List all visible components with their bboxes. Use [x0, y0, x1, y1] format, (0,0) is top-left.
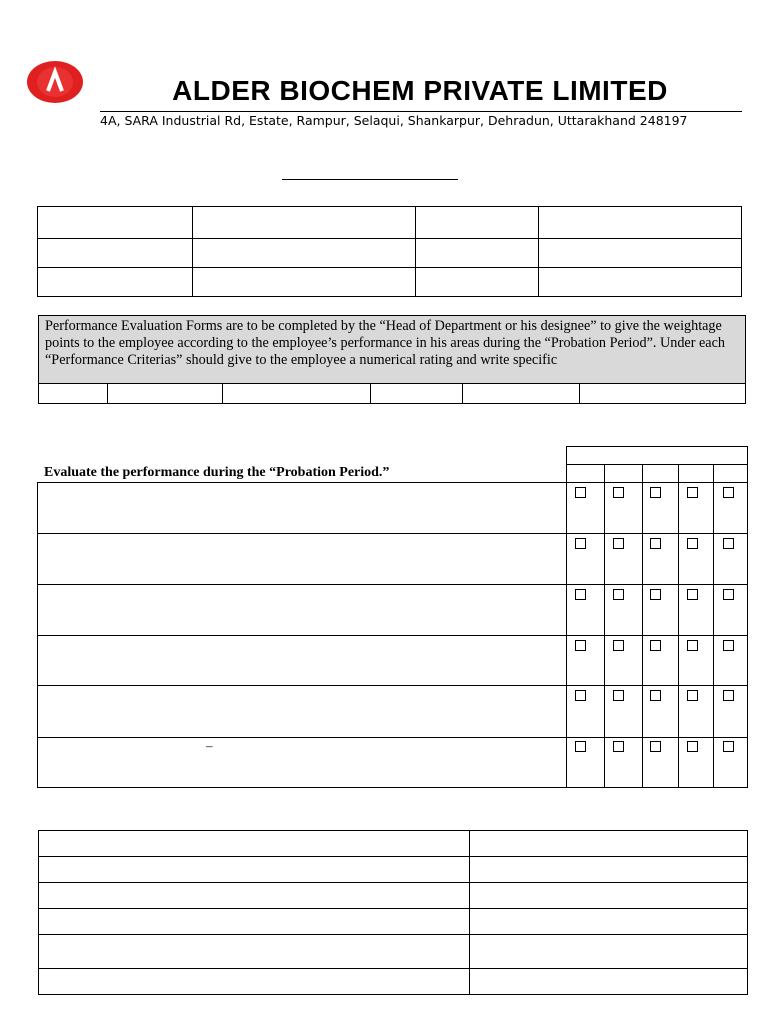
table-row-divider — [38, 908, 748, 909]
table-col-divider — [107, 383, 108, 404]
rating-checkbox[interactable] — [687, 640, 698, 651]
table-col-divider — [604, 482, 605, 788]
table-row-divider — [37, 267, 742, 268]
form-title-underline — [282, 179, 458, 180]
rating-checkbox[interactable] — [687, 589, 698, 600]
rating-checkbox[interactable] — [575, 690, 586, 701]
summary-table-border — [38, 830, 748, 995]
rating-checkbox[interactable] — [723, 640, 734, 651]
table-col-divider — [566, 482, 567, 788]
rating-header-divider — [566, 464, 748, 465]
rating-checkbox[interactable] — [613, 741, 624, 752]
table-col-divider — [713, 482, 714, 788]
rating-checkbox[interactable] — [650, 487, 661, 498]
rating-checkbox[interactable] — [650, 538, 661, 549]
rating-checkbox[interactable] — [650, 741, 661, 752]
rating-checkbox[interactable] — [575, 589, 586, 600]
table-col-divider — [415, 206, 416, 297]
table-col-divider — [642, 464, 643, 483]
rating-checkbox[interactable] — [687, 741, 698, 752]
instructions-text: Performance Evaluation Forms are to be completed by the “Head of Department or his designee” to give the weightage points to the employee according to the employee’s performance in his areas during the “Probation Period”. Under each “Performance Criterias” should give to the employee a numerical rating and write specific — [38, 315, 746, 384]
rating-checkbox[interactable] — [575, 487, 586, 498]
rating-checkbox[interactable] — [613, 640, 624, 651]
table-row-divider — [37, 238, 742, 239]
table-col-divider — [370, 383, 371, 404]
table-col-divider — [469, 830, 470, 995]
table-row-divider — [38, 934, 748, 935]
table-col-divider — [713, 464, 714, 483]
rating-checkbox[interactable] — [650, 640, 661, 651]
header-divider — [100, 111, 742, 112]
rating-checkbox[interactable] — [613, 487, 624, 498]
table-col-divider — [192, 206, 193, 297]
rating-checkbox[interactable] — [723, 538, 734, 549]
table-col-divider — [678, 464, 679, 483]
rating-checkbox[interactable] — [687, 487, 698, 498]
rating-checkbox[interactable] — [650, 589, 661, 600]
rating-checkbox[interactable] — [613, 589, 624, 600]
rating-checkbox[interactable] — [613, 538, 624, 549]
rating-checkbox[interactable] — [723, 487, 734, 498]
rating-checkbox[interactable] — [613, 690, 624, 701]
rating-checkbox[interactable] — [575, 640, 586, 651]
rating-checkbox[interactable] — [575, 741, 586, 752]
rating-checkbox[interactable] — [723, 741, 734, 752]
rating-checkbox[interactable] — [687, 538, 698, 549]
table-col-divider — [222, 383, 223, 404]
rating-checkbox[interactable] — [723, 589, 734, 600]
dash-mark: – — [206, 738, 213, 753]
company-name: ALDER BIOCHEM PRIVATE LIMITED — [172, 75, 668, 106]
table-row-divider — [38, 882, 748, 883]
table-col-divider — [678, 482, 679, 788]
table-col-divider — [642, 482, 643, 788]
rating-checkbox[interactable] — [687, 690, 698, 701]
employee-details-border — [37, 206, 742, 297]
evaluation-heading: Evaluate the performance during the “Probation Period.” — [44, 465, 390, 480]
rating-checkbox[interactable] — [575, 538, 586, 549]
rating-checkbox[interactable] — [723, 690, 734, 701]
table-col-divider — [538, 206, 539, 297]
rating-scale-border — [38, 383, 746, 404]
table-col-divider — [604, 464, 605, 483]
company-address: 4A, SARA Industrial Rd, Estate, Rampur, Selaqui, Shankarpur, Dehradun, Uttarakhand 248197 — [100, 113, 688, 128]
table-col-divider — [579, 383, 580, 404]
table-row-divider — [38, 856, 748, 857]
company-logo-icon — [26, 60, 84, 104]
rating-checkbox[interactable] — [650, 690, 661, 701]
table-col-divider — [462, 383, 463, 404]
table-row-divider — [38, 968, 748, 969]
